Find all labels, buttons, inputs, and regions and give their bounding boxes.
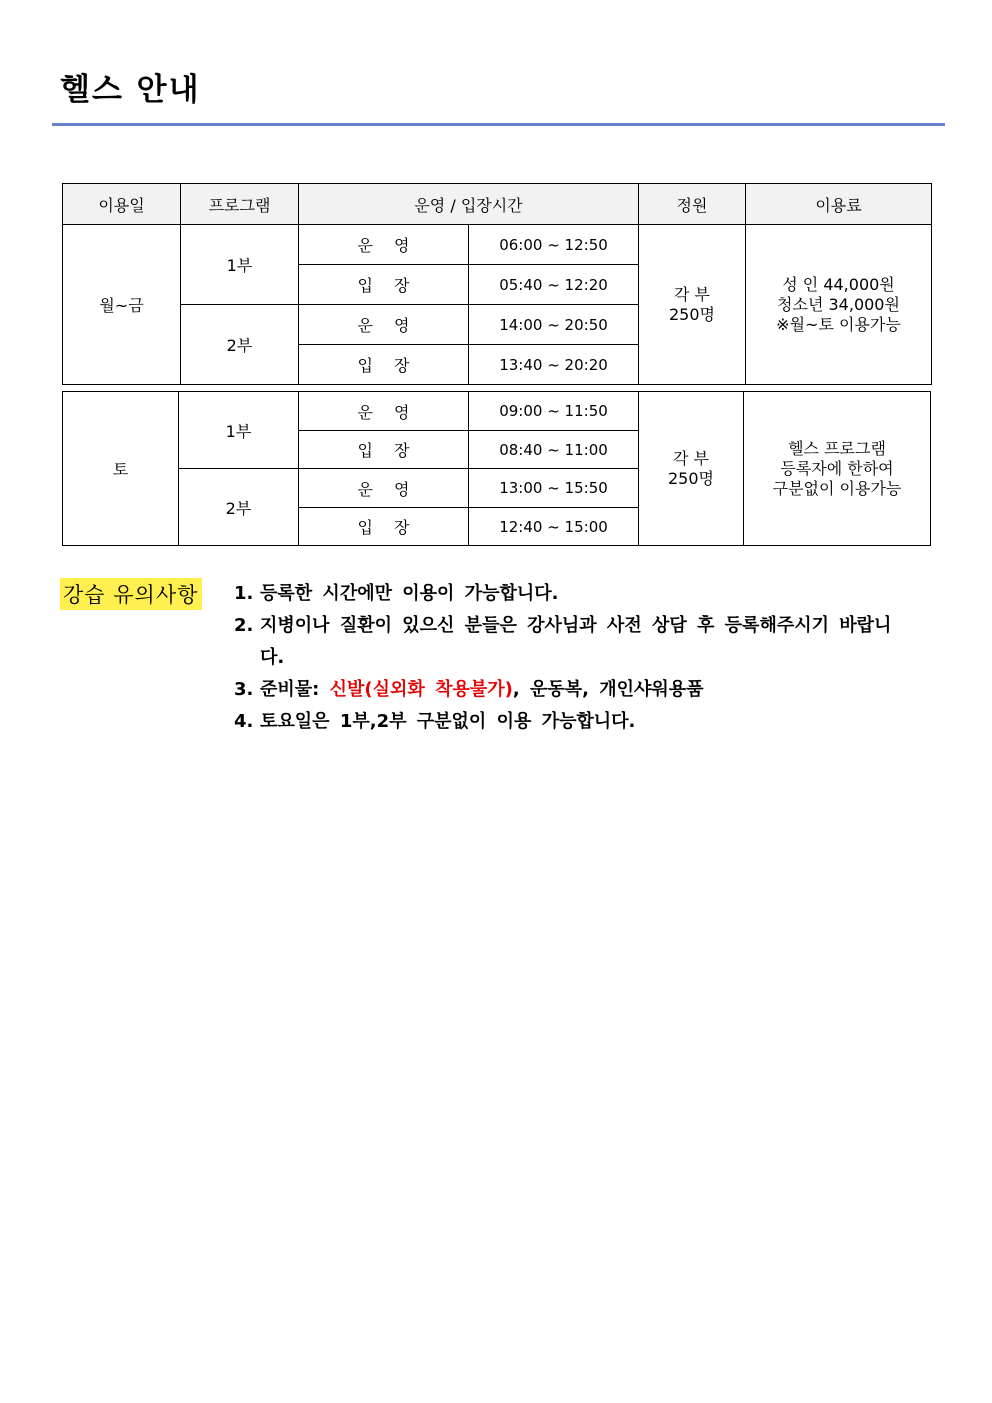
saturday-fee: 헬스 프로그램 등록자에 한하여 구분없이 이용가능: [744, 392, 931, 546]
saturday-part1-entry-label: 입 장: [299, 431, 469, 469]
notes-label: 강습 유의사항: [60, 578, 202, 610]
note-text-highlight: 신발(실외화 착용불가): [329, 679, 513, 700]
note-text: 지병이나 질환이 있으신 분들은 강사님과 사전 상담 후 등록해주시기 바랍니다.: [260, 615, 892, 668]
note-item: [234, 610, 899, 674]
notes-list: [234, 578, 899, 738]
weekday-part2-entry-label: 입 장: [299, 345, 469, 385]
weekday-part2-operate-time: 14:00 ~ 20:50: [469, 305, 639, 345]
saturday-part1-label: 1부: [179, 392, 299, 469]
saturday-part2-entry-label: 입 장: [299, 508, 469, 546]
weekday-capacity: 각 부 250명: [639, 225, 746, 385]
note-number: 1.: [234, 583, 254, 604]
saturday-part1-operate-time: 09:00 ~ 11:50: [469, 392, 639, 431]
weekday-fee: 성 인 44,000원 청소년 34,000원 ※월~토 이용가능: [746, 225, 932, 385]
weekday-part2-label: 2부: [181, 305, 299, 385]
weekday-part1-entry-time: 05:40 ~ 12:20: [469, 265, 639, 305]
saturday-part1-entry-time: 08:40 ~ 11:00: [469, 431, 639, 469]
saturday-part2-entry-time: 12:40 ~ 15:00: [469, 508, 639, 546]
page-title: 헬스 안내: [60, 72, 201, 108]
weekday-part1-operate-label: 운 영: [299, 225, 469, 265]
note-text-prefix: 준비물:: [260, 679, 330, 700]
note-text-suffix: , 운동복, 개인샤워용품: [512, 679, 704, 700]
weekday-part2-operate-label: 운 영: [299, 305, 469, 345]
title-underline: [52, 123, 945, 126]
weekday-schedule-table: [62, 183, 932, 385]
header-time: 운영 / 입장시간: [299, 184, 639, 225]
note-item: [234, 578, 899, 610]
note-number: 4.: [234, 711, 254, 732]
header-capacity: 정원: [639, 184, 746, 225]
note-text: 토요일은 1부,2부 구분없이 이용 가능합니다.: [260, 711, 636, 732]
note-item: [234, 706, 899, 738]
weekday-part1-label: 1부: [181, 225, 299, 305]
saturday-part1-operate-label: 운 영: [299, 392, 469, 431]
weekday-part1-entry-label: 입 장: [299, 265, 469, 305]
weekday-day-cell: 월~금: [63, 225, 181, 385]
weekday-part2-entry-time: 13:40 ~ 20:20: [469, 345, 639, 385]
weekday-part1-operate-time: 06:00 ~ 12:50: [469, 225, 639, 265]
saturday-part2-operate-time: 13:00 ~ 15:50: [469, 469, 639, 508]
note-text: 등록한 시간에만 이용이 가능합니다.: [260, 583, 559, 604]
saturday-part2-operate-label: 운 영: [299, 469, 469, 508]
saturday-part2-label: 2부: [179, 469, 299, 546]
header-day: 이용일: [63, 184, 181, 225]
saturday-schedule-table: [62, 391, 931, 546]
saturday-capacity: 각 부 250명: [639, 392, 744, 546]
header-fee: 이용료: [746, 184, 932, 225]
note-number: 3.: [234, 679, 254, 700]
note-item: [234, 674, 899, 706]
saturday-day-cell: 토: [63, 392, 179, 546]
note-number: 2.: [234, 615, 254, 636]
header-program: 프로그램: [181, 184, 299, 225]
